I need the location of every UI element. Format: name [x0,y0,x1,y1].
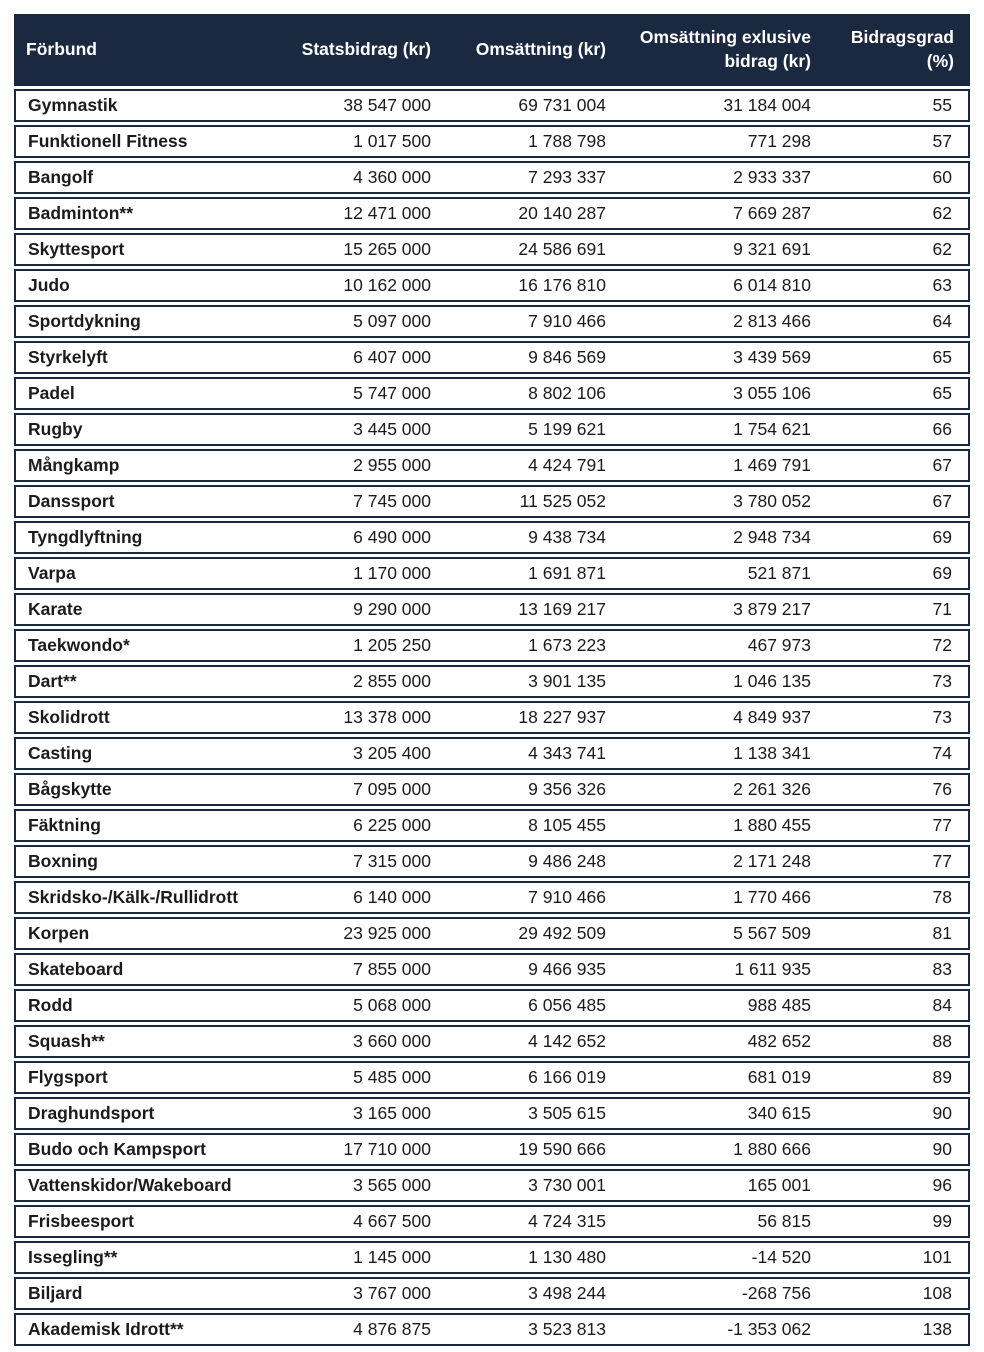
omsattning-exkl-bidrag-value: 2 813 466 [609,305,814,338]
table-row [14,629,970,662]
bidragsgrad-value: 77 [814,845,970,878]
table-row [14,665,970,698]
omsattning-exkl-bidrag-value: 1 880 455 [609,809,814,842]
bidragsgrad-value: 67 [814,485,970,518]
omsattning-value: 7 910 466 [434,881,609,914]
omsattning-exkl-bidrag-value: -268 756 [609,1277,814,1310]
omsattning-value: 24 586 691 [434,233,609,266]
omsattning-value: 1 691 871 [434,557,609,590]
table-row [14,881,970,914]
omsattning-value: 6 166 019 [434,1061,609,1094]
federation-name: Boxning [14,845,264,878]
omsattning-value: 5 199 621 [434,413,609,446]
table-row [14,341,970,374]
omsattning-exkl-bidrag-value: 7 669 287 [609,197,814,230]
table-row [14,449,970,482]
omsattning-value: 1 788 798 [434,125,609,158]
federation-name: Funktionell Fitness [14,125,264,158]
omsattning-exkl-bidrag-value: 1 611 935 [609,953,814,986]
federation-name: Biljard [14,1277,264,1310]
bidragsgrad-value: 77 [814,809,970,842]
column-header-forbund: Förbund [14,14,264,86]
bidragsgrad-value: 72 [814,629,970,662]
table-row [14,1097,970,1130]
omsattning-exkl-bidrag-value: 6 014 810 [609,269,814,302]
omsattning-exkl-bidrag-value: 3 055 106 [609,377,814,410]
omsattning-value: 9 356 326 [434,773,609,806]
omsattning-value: 3 498 244 [434,1277,609,1310]
table-row [14,377,970,410]
table-body [14,89,970,1346]
statsbidrag-value: 3 205 400 [264,737,434,770]
federation-name: Akademisk Idrott** [14,1313,264,1346]
federation-name: Fäktning [14,809,264,842]
table-row [14,89,970,122]
omsattning-exkl-bidrag-value: 9 321 691 [609,233,814,266]
omsattning-value: 3 901 135 [434,665,609,698]
bidragsgrad-value: 89 [814,1061,970,1094]
bidragsgrad-value: 90 [814,1133,970,1166]
omsattning-value: 19 590 666 [434,1133,609,1166]
table-row [14,197,970,230]
omsattning-exkl-bidrag-value: 1 046 135 [609,665,814,698]
federation-name: Skridsko-/Kälk-/Rullidrott [14,881,264,914]
omsattning-value: 18 227 937 [434,701,609,734]
federation-name: Taekwondo* [14,629,264,662]
omsattning-value: 4 142 652 [434,1025,609,1058]
table-row [14,233,970,266]
statsbidrag-value: 7 315 000 [264,845,434,878]
table-row [14,989,970,1022]
statsbidrag-value: 2 855 000 [264,665,434,698]
table-row [14,1025,970,1058]
statsbidrag-value: 2 955 000 [264,449,434,482]
bidragsgrad-value: 88 [814,1025,970,1058]
table-header [14,14,970,86]
table-row [14,125,970,158]
omsattning-value: 6 056 485 [434,989,609,1022]
statsbidrag-value: 5 068 000 [264,989,434,1022]
omsattning-value: 9 846 569 [434,341,609,374]
table-row [14,917,970,950]
statsbidrag-value: 3 660 000 [264,1025,434,1058]
omsattning-exkl-bidrag-value: 340 615 [609,1097,814,1130]
federation-name: Squash** [14,1025,264,1058]
omsattning-exkl-bidrag-value: 467 973 [609,629,814,662]
omsattning-exkl-bidrag-value: 1 754 621 [609,413,814,446]
omsattning-exkl-bidrag-value: 482 652 [609,1025,814,1058]
statsbidrag-value: 9 290 000 [264,593,434,626]
statsbidrag-value: 6 140 000 [264,881,434,914]
federation-name: Karate [14,593,264,626]
federation-name: Frisbeesport [14,1205,264,1238]
bidragsgrad-value: 73 [814,665,970,698]
federation-name: Mångkamp [14,449,264,482]
omsattning-exkl-bidrag-value: 2 171 248 [609,845,814,878]
bidragsgrad-value: 65 [814,377,970,410]
table-row [14,737,970,770]
bidragsgrad-value: 64 [814,305,970,338]
table-row [14,701,970,734]
omsattning-exkl-bidrag-value: 521 871 [609,557,814,590]
federation-funding-table [14,11,970,1349]
bidragsgrad-value: 74 [814,737,970,770]
bidragsgrad-value: 76 [814,773,970,806]
table-row [14,305,970,338]
omsattning-exkl-bidrag-value: 31 184 004 [609,89,814,122]
federation-name: Issegling** [14,1241,264,1274]
statsbidrag-value: 6 225 000 [264,809,434,842]
omsattning-exkl-bidrag-value: -1 353 062 [609,1313,814,1346]
statsbidrag-value: 1 205 250 [264,629,434,662]
federation-name: Tyngdlyftning [14,521,264,554]
statsbidrag-value: 38 547 000 [264,89,434,122]
omsattning-value: 7 293 337 [434,161,609,194]
omsattning-exkl-bidrag-value: 1 770 466 [609,881,814,914]
omsattning-exkl-bidrag-value: 2 933 337 [609,161,814,194]
omsattning-value: 8 802 106 [434,377,609,410]
bidragsgrad-value: 66 [814,413,970,446]
table-row [14,485,970,518]
omsattning-exkl-bidrag-value: 4 849 937 [609,701,814,734]
statsbidrag-value: 15 265 000 [264,233,434,266]
bidragsgrad-value: 81 [814,917,970,950]
federation-name: Vattenskidor/Wakeboard [14,1169,264,1202]
statsbidrag-value: 12 471 000 [264,197,434,230]
omsattning-value: 4 724 315 [434,1205,609,1238]
table-row [14,845,970,878]
bidragsgrad-value: 57 [814,125,970,158]
omsattning-exkl-bidrag-value: 3 879 217 [609,593,814,626]
omsattning-exkl-bidrag-value: 1 469 791 [609,449,814,482]
bidragsgrad-value: 73 [814,701,970,734]
statsbidrag-value: 4 667 500 [264,1205,434,1238]
bidragsgrad-value: 90 [814,1097,970,1130]
statsbidrag-value: 6 407 000 [264,341,434,374]
statsbidrag-value: 10 162 000 [264,269,434,302]
bidragsgrad-value: 78 [814,881,970,914]
omsattning-exkl-bidrag-value: 2 948 734 [609,521,814,554]
statsbidrag-value: 3 767 000 [264,1277,434,1310]
bidragsgrad-value: 71 [814,593,970,626]
bidragsgrad-value: 101 [814,1241,970,1274]
statsbidrag-value: 13 378 000 [264,701,434,734]
statsbidrag-value: 5 097 000 [264,305,434,338]
omsattning-value: 16 176 810 [434,269,609,302]
bidragsgrad-value: 99 [814,1205,970,1238]
statsbidrag-value: 17 710 000 [264,1133,434,1166]
bidragsgrad-value: 69 [814,521,970,554]
omsattning-value: 9 466 935 [434,953,609,986]
omsattning-exkl-bidrag-value: -14 520 [609,1241,814,1274]
statsbidrag-value: 1 017 500 [264,125,434,158]
omsattning-value: 20 140 287 [434,197,609,230]
column-header-bidragsgrad: Bidragsgrad (%) [814,14,970,86]
omsattning-exkl-bidrag-value: 1 880 666 [609,1133,814,1166]
table-row [14,1169,970,1202]
federation-name: Budo och Kampsport [14,1133,264,1166]
table-row [14,1277,970,1310]
omsattning-value: 4 424 791 [434,449,609,482]
column-header-omsattning: Omsättning (kr) [434,14,609,86]
statsbidrag-value: 7 095 000 [264,773,434,806]
statsbidrag-value: 4 876 875 [264,1313,434,1346]
bidragsgrad-value: 83 [814,953,970,986]
federation-name: Skateboard [14,953,264,986]
omsattning-value: 3 730 001 [434,1169,609,1202]
federation-name: Gymnastik [14,89,264,122]
federation-name: Judo [14,269,264,302]
table-row [14,593,970,626]
bidragsgrad-value: 62 [814,233,970,266]
omsattning-value: 7 910 466 [434,305,609,338]
federation-name: Padel [14,377,264,410]
federation-name: Skyttesport [14,233,264,266]
statsbidrag-value: 7 745 000 [264,485,434,518]
omsattning-value: 1 130 480 [434,1241,609,1274]
omsattning-value: 9 486 248 [434,845,609,878]
omsattning-exkl-bidrag-value: 988 485 [609,989,814,1022]
table-row [14,269,970,302]
bidragsgrad-value: 60 [814,161,970,194]
federation-name: Draghundsport [14,1097,264,1130]
column-header-omsattning-exklusive: Omsättning exlusive bidrag (kr) [609,14,814,86]
omsattning-exkl-bidrag-value: 3 439 569 [609,341,814,374]
federation-name: Korpen [14,917,264,950]
federation-name: Danssport [14,485,264,518]
bidragsgrad-value: 84 [814,989,970,1022]
header-row [14,14,970,86]
omsattning-value: 8 105 455 [434,809,609,842]
omsattning-value: 3 505 615 [434,1097,609,1130]
table-row [14,413,970,446]
statsbidrag-value: 6 490 000 [264,521,434,554]
omsattning-exkl-bidrag-value: 3 780 052 [609,485,814,518]
bidragsgrad-value: 108 [814,1277,970,1310]
statsbidrag-value: 3 565 000 [264,1169,434,1202]
table-row [14,809,970,842]
column-header-statsbidrag: Statsbidrag (kr) [264,14,434,86]
bidragsgrad-value: 138 [814,1313,970,1346]
federation-name: Dart** [14,665,264,698]
table-row [14,1133,970,1166]
federation-name: Skolidrott [14,701,264,734]
federation-name: Bangolf [14,161,264,194]
omsattning-value: 3 523 813 [434,1313,609,1346]
federation-name: Rugby [14,413,264,446]
table-row [14,161,970,194]
omsattning-value: 69 731 004 [434,89,609,122]
table-row [14,773,970,806]
omsattning-exkl-bidrag-value: 5 567 509 [609,917,814,950]
statsbidrag-value: 7 855 000 [264,953,434,986]
table-row [14,521,970,554]
federation-name: Rodd [14,989,264,1022]
table-row [14,1205,970,1238]
statsbidrag-value: 1 170 000 [264,557,434,590]
table-row [14,1061,970,1094]
omsattning-exkl-bidrag-value: 1 138 341 [609,737,814,770]
statsbidrag-value: 5 485 000 [264,1061,434,1094]
omsattning-exkl-bidrag-value: 56 815 [609,1205,814,1238]
bidragsgrad-value: 67 [814,449,970,482]
omsattning-exkl-bidrag-value: 681 019 [609,1061,814,1094]
statsbidrag-value: 1 145 000 [264,1241,434,1274]
table-row [14,1241,970,1274]
table-row [14,953,970,986]
federation-name: Styrkelyft [14,341,264,374]
bidragsgrad-value: 62 [814,197,970,230]
federation-name: Flygsport [14,1061,264,1094]
bidragsgrad-value: 69 [814,557,970,590]
omsattning-exkl-bidrag-value: 771 298 [609,125,814,158]
statsbidrag-value: 3 445 000 [264,413,434,446]
bidragsgrad-value: 63 [814,269,970,302]
bidragsgrad-value: 96 [814,1169,970,1202]
omsattning-value: 1 673 223 [434,629,609,662]
bidragsgrad-value: 65 [814,341,970,374]
table-row [14,1313,970,1346]
statsbidrag-value: 23 925 000 [264,917,434,950]
omsattning-value: 29 492 509 [434,917,609,950]
federation-name: Varpa [14,557,264,590]
federation-name: Bågskytte [14,773,264,806]
statsbidrag-value: 3 165 000 [264,1097,434,1130]
omsattning-exkl-bidrag-value: 2 261 326 [609,773,814,806]
federation-name: Sportdykning [14,305,264,338]
omsattning-value: 9 438 734 [434,521,609,554]
bidragsgrad-value: 55 [814,89,970,122]
statsbidrag-value: 5 747 000 [264,377,434,410]
omsattning-value: 13 169 217 [434,593,609,626]
table-row [14,557,970,590]
federation-name: Casting [14,737,264,770]
omsattning-value: 11 525 052 [434,485,609,518]
statsbidrag-value: 4 360 000 [264,161,434,194]
omsattning-exkl-bidrag-value: 165 001 [609,1169,814,1202]
federation-name: Badminton** [14,197,264,230]
omsattning-value: 4 343 741 [434,737,609,770]
